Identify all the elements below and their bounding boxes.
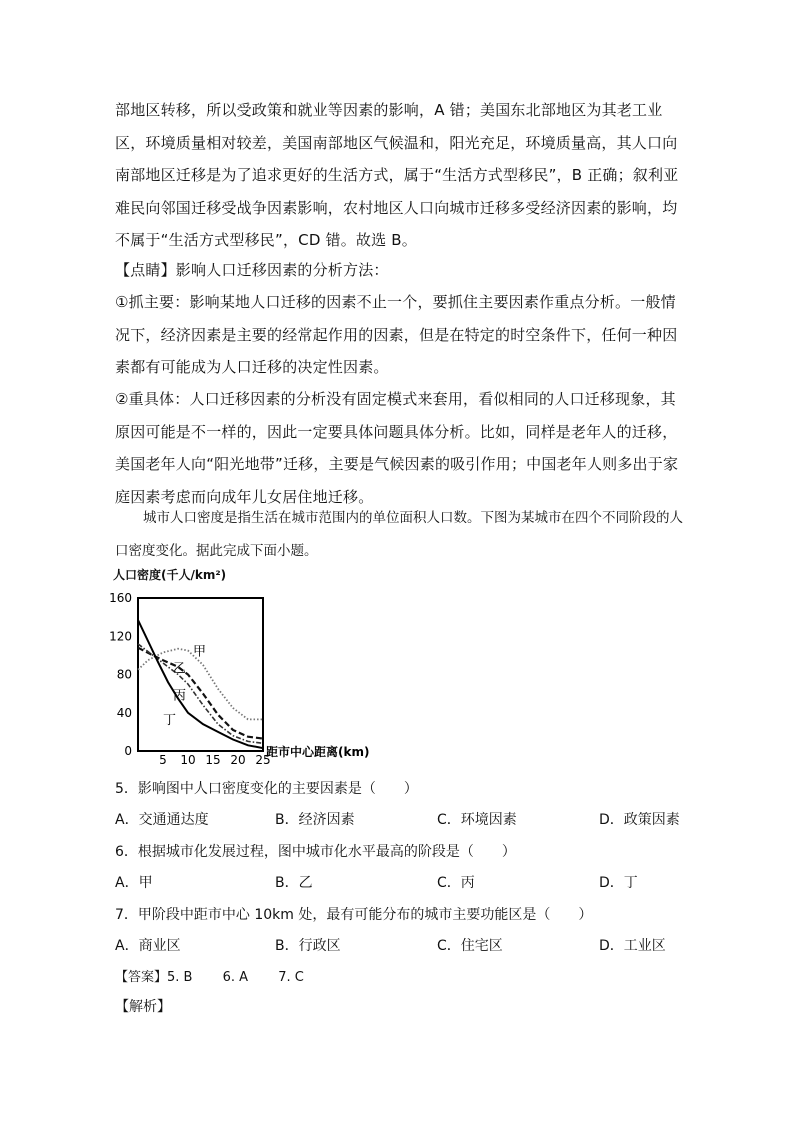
x-tick-label: 25 [255,753,271,767]
y-tick-label: 0 [124,744,132,758]
y-tick-label: 120 [109,629,132,644]
question-5: 5．影响图中人口密度变化的主要因素是（ ） [115,781,418,797]
option-a[interactable]: A．交通通达度 [115,812,209,828]
question-7: 7．甲阶段中距市中心 10km 处，最有可能分布的城市主要功能区是（ ） [115,907,593,923]
explanation-paragraph: 部地区转移，所以受政策和就业等因素的影响，A 错；美国东北部地区为其老工业区，环境质量相对较差，美国南部地区气候温和，阳光充足，环境质量高，其人口向南部地区迁移是为了追求更好的生活方式，属于“生活方式型移民”，B 正确；叙利亚难民向邻国迁移受战争因素影响，农村地区人口向城市迁移多受经济因素的影响，均不属于“生活方式型移民”，CD 错。故选 B。 [115,101,679,249]
option-d[interactable]: D．丁 [599,875,638,891]
population-density-chart [108,586,388,768]
option-b[interactable]: B．乙 [275,875,313,891]
answer-6: 6. A [222,970,249,985]
answer-5: 【答案】5. B [115,970,193,985]
series-label: 甲 [193,644,207,660]
option-a[interactable]: A．商业区 [115,938,181,954]
y-tick-label: 40 [116,705,132,720]
series-label: 乙 [173,661,187,677]
plot-frame [138,598,263,751]
y-tick-label: 160 [109,591,132,605]
option-a[interactable]: A．甲 [115,875,153,891]
series-line-3 [138,620,263,748]
question-7-options [115,935,685,957]
question-lead [115,502,685,568]
option-c[interactable]: C．环境因素 [437,812,517,828]
y-tick-label: 80 [116,667,132,682]
option-d[interactable]: D．政策因素 [599,812,680,828]
x-axis-label: 距市中心距离(km) [266,745,370,759]
x-tick-label: 15 [205,753,221,767]
option-d[interactable]: D．工业区 [599,938,666,954]
tip-point-1: ①抓主要：影响某地人口迁移的因素不止一个，要抓住主要因素作重点分析。一般情况下，经济因素是主要的经常起作用的因素，但是在特定的时空条件下，任何一种因素都有可能成为人口迁移的决定性因素。 [115,293,678,376]
answer-line [115,966,330,985]
option-b[interactable]: B．经济因素 [275,812,355,828]
option-c[interactable]: C．住宅区 [437,938,503,954]
series-label: 丁 [163,713,177,729]
question-6-options [115,872,685,894]
option-b[interactable]: B．行政区 [275,938,341,954]
x-tick-label: 5 [159,753,167,767]
lead-text: 城市人口密度是指生活在城市范围内的单位面积人口数。下图为某城市在四个不同阶段的人口密度变化。据此完成下面小题。 [115,510,683,559]
series-label: 丙 [173,688,187,704]
chart-y-label: 人口密度(千人/km²) [113,568,227,582]
tip-point-2: ②重具体：人口迁移因素的分析没有固定模式来套用，看似相同的人口迁移现象，其原因可能是不一样的，因此一定要具体问题具体分析。比如，同样是老年人的迁移，美国老年人向“阳光地带”迁移，主要是气候因素的吸引作用；中国老年人则多出于家庭因素考虑而向成年儿女居住地迁移。 [115,390,679,506]
tip-heading: 【点睛】影响人口迁移因素的分析方法： [115,261,389,279]
question-6: 6．根据城市化发展过程，图中城市化水平最高的阶段是（ ） [115,844,516,860]
answer-7: 7. C [278,970,304,985]
x-tick-label: 10 [180,753,196,767]
x-tick-label: 20 [230,753,246,767]
option-c[interactable]: C．丙 [437,875,475,891]
analysis-heading: 【解析】 [115,999,171,1015]
question-5-options [115,809,685,831]
